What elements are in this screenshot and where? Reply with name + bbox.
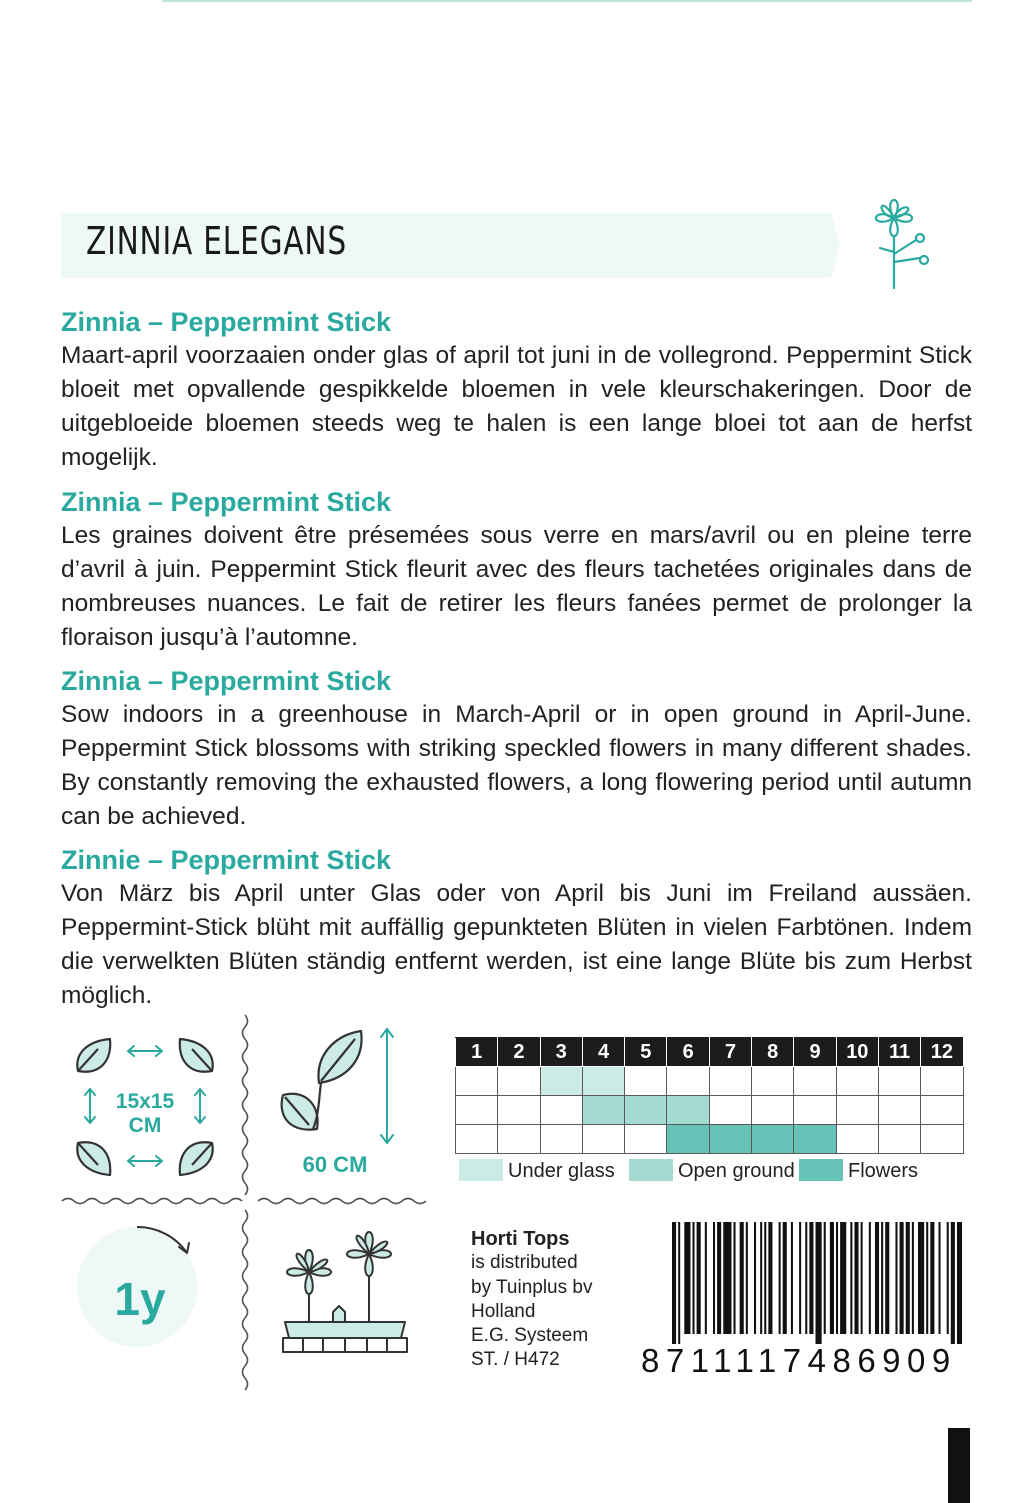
barcode-bar xyxy=(875,1222,879,1334)
legend-label: Flowers xyxy=(848,1160,919,1182)
calendar-cell xyxy=(921,1125,963,1154)
calendar-cell xyxy=(878,1096,920,1125)
calendar-cell xyxy=(456,1067,498,1096)
calendar-cell xyxy=(667,1096,709,1125)
section-text: Sow indoors in a greenhouse in March-April or in open ground in April-June. Peppermint Stick blossoms with striking speckled flowers in many different shades. By constantly removing the exhausted flowers, a long flowering period until autumn can be achieved. xyxy=(61,701,972,830)
calendar-cell xyxy=(625,1067,667,1096)
barcode-bar xyxy=(881,1222,883,1334)
section-fr xyxy=(61,485,972,655)
calendar-cell xyxy=(794,1125,836,1154)
distributor-line: ST. / H472 xyxy=(471,1349,560,1371)
calendar-cell xyxy=(582,1096,624,1125)
barcode-bar xyxy=(854,1222,858,1334)
title-banner xyxy=(61,213,840,278)
section-heading: Zinnia – Peppermint Stick xyxy=(61,487,392,517)
section-text: Von März bis April unter Glas oder von April bis Juni im Freiland aussäen. Peppermint-Stick blüht mit auffällig gepunkteten Blüten in vielen Farbtönen. Indem die verwelkten Blüten ständig entfernt werden, ist eine lange Blüte bis zum Herbst möglich. xyxy=(61,880,972,1009)
barcode-bar xyxy=(713,1222,715,1334)
barcode-bar xyxy=(678,1222,680,1344)
calendar-cell xyxy=(540,1096,582,1125)
barcode-bar xyxy=(830,1222,834,1334)
month-label: 4 xyxy=(582,1038,624,1067)
barcode-bar xyxy=(926,1222,928,1334)
barcode-bar xyxy=(957,1222,962,1344)
barcode-bar xyxy=(672,1222,676,1344)
barcode-bar xyxy=(930,1222,934,1334)
month-label: 3 xyxy=(540,1038,582,1067)
barcode-bar xyxy=(947,1222,949,1334)
banner-title: ZINNIA ELEGANS xyxy=(86,219,347,263)
edge-marker xyxy=(948,1428,970,1503)
month-label: 6 xyxy=(667,1038,709,1067)
barcode-bar xyxy=(734,1222,736,1334)
barcode-bar xyxy=(869,1222,871,1334)
distributor-line: E.G. Systeem xyxy=(471,1325,589,1347)
barcode-bar xyxy=(779,1222,781,1334)
month-label: 2 xyxy=(498,1038,540,1067)
barcode-number: 8711117486909 xyxy=(641,1342,957,1379)
month-label: 10 xyxy=(836,1038,878,1067)
section-heading: Zinnia – Peppermint Stick xyxy=(61,307,392,337)
barcode-bar xyxy=(900,1222,904,1334)
month-label: 12 xyxy=(921,1038,963,1067)
barcode-bar xyxy=(768,1222,772,1334)
barcode-bar xyxy=(717,1222,721,1334)
month-label: 11 xyxy=(878,1038,920,1067)
barcode-bar xyxy=(861,1222,863,1334)
spacing-label xyxy=(100,1090,190,1138)
section-nl xyxy=(61,305,972,475)
calendar-cell xyxy=(540,1125,582,1154)
spacing-unit: CM xyxy=(128,1114,162,1137)
calendar-cell xyxy=(456,1125,498,1154)
barcode-bar xyxy=(684,1222,690,1334)
sowing-calendar xyxy=(455,1037,964,1154)
barcode-icon xyxy=(672,1222,962,1344)
calendar-cell xyxy=(667,1125,709,1154)
barcode-bar xyxy=(693,1222,695,1334)
seedling-tray-icon xyxy=(275,1222,415,1362)
calendar-cell xyxy=(752,1096,794,1125)
calendar-cell xyxy=(709,1096,751,1125)
calendar-row-fl xyxy=(456,1125,964,1154)
barcode-bar xyxy=(799,1222,801,1334)
calendar-cell xyxy=(836,1067,878,1096)
barcode-bar xyxy=(740,1222,744,1334)
distributor-line: is distributed xyxy=(471,1252,578,1274)
calendar-cell xyxy=(836,1096,878,1125)
calendar-cell xyxy=(709,1067,751,1096)
barcode-bar xyxy=(918,1222,924,1334)
barcode-bar xyxy=(746,1222,748,1334)
calendar-cell xyxy=(794,1067,836,1096)
calendar-cell xyxy=(625,1125,667,1154)
barcode-bar xyxy=(754,1222,756,1334)
barcode-bar xyxy=(836,1222,838,1334)
barcode-bar xyxy=(764,1222,766,1334)
lifecycle-label: 1y xyxy=(114,1273,166,1325)
spacing-value: 15x15 xyxy=(115,1090,175,1113)
section-heading: Zinnie – Peppermint Stick xyxy=(61,845,392,875)
barcode-bar xyxy=(723,1222,731,1334)
distributor-line: by Tuinplus bv xyxy=(471,1276,593,1298)
leaf-height-icon xyxy=(275,1025,405,1150)
section-text: Maart-april voorzaaien onder glas of april tot juni in de vollegrond. Peppermint Stick bloeit met opvallende gespikkelde bloemen in vele kleurschakeringen. Door de uitgebloeide bloemen steeds weg te halen is een lange bloei tot aan de herfst mogelijk. xyxy=(61,342,972,471)
calendar-cell xyxy=(498,1096,540,1125)
calendar-cell xyxy=(709,1125,751,1154)
calendar-cell xyxy=(498,1067,540,1096)
flower-logo-icon xyxy=(868,196,930,292)
calendar-cell xyxy=(456,1096,498,1125)
calendar-cell xyxy=(582,1067,624,1096)
barcode-bar xyxy=(912,1222,914,1334)
section-de xyxy=(61,843,972,1013)
month-label: 9 xyxy=(794,1038,836,1067)
calendar-row-og xyxy=(456,1096,964,1125)
barcode-bar xyxy=(697,1222,701,1334)
month-label: 8 xyxy=(752,1038,794,1067)
barcode-bar xyxy=(760,1222,762,1334)
calendar-cell xyxy=(836,1125,878,1154)
legend-swatch xyxy=(629,1159,673,1181)
calendar-cell xyxy=(794,1096,836,1125)
calendar-cell xyxy=(625,1096,667,1125)
barcode-bar xyxy=(840,1222,846,1334)
month-label: 1 xyxy=(456,1038,498,1067)
month-label: 7 xyxy=(709,1038,751,1067)
barcode-bar xyxy=(783,1222,787,1334)
distributor-info xyxy=(471,1227,592,1373)
calendar-cell xyxy=(921,1067,963,1096)
barcode-bar xyxy=(809,1222,813,1334)
legend-label: Open ground xyxy=(678,1160,795,1182)
barcode-bar xyxy=(805,1222,807,1334)
calendar-cell xyxy=(667,1067,709,1096)
distributor-brand: Horti Tops xyxy=(471,1228,570,1250)
barcode-bar xyxy=(939,1222,941,1334)
barcode-bar xyxy=(850,1222,852,1334)
calendar-cell xyxy=(878,1125,920,1154)
top-rule xyxy=(162,0,972,2)
barcode-bar xyxy=(705,1222,707,1334)
barcode-bar xyxy=(885,1222,889,1334)
month-label: 5 xyxy=(625,1038,667,1067)
section-heading: Zinnia – Peppermint Stick xyxy=(61,666,392,696)
barcode-bar xyxy=(824,1222,826,1334)
legend-swatch xyxy=(459,1159,503,1181)
barcode-bar xyxy=(791,1222,793,1334)
calendar-header xyxy=(456,1038,964,1067)
calendar-cell xyxy=(752,1067,794,1096)
calendar-cell xyxy=(878,1067,920,1096)
calendar-cell xyxy=(498,1125,540,1154)
section-en xyxy=(61,664,972,834)
calendar-row-ug xyxy=(456,1067,964,1096)
barcode-bar xyxy=(906,1222,910,1334)
calendar-cell xyxy=(752,1125,794,1154)
barcode-bar xyxy=(951,1222,955,1344)
barcode-bar xyxy=(895,1222,897,1334)
section-text: Les graines doivent être présemées sous verre en mars/avril ou en pleine terre d’avril à juin. Peppermint Stick fleurit avec des fleurs tachetées originales dans de nombreuses nuances. Le fait de retirer les fleurs fanées permet de prolonger la floraison jusqu’à l’automne. xyxy=(61,522,972,651)
distributor-line: Holland xyxy=(471,1300,536,1322)
barcode-bar xyxy=(816,1222,822,1344)
height-label: 60 CM xyxy=(302,1152,368,1177)
calendar-cell xyxy=(921,1096,963,1125)
calendar-cell xyxy=(540,1067,582,1096)
legend-label: Under glass xyxy=(508,1160,615,1182)
legend-swatch xyxy=(799,1159,843,1181)
calendar-cell xyxy=(582,1125,624,1154)
